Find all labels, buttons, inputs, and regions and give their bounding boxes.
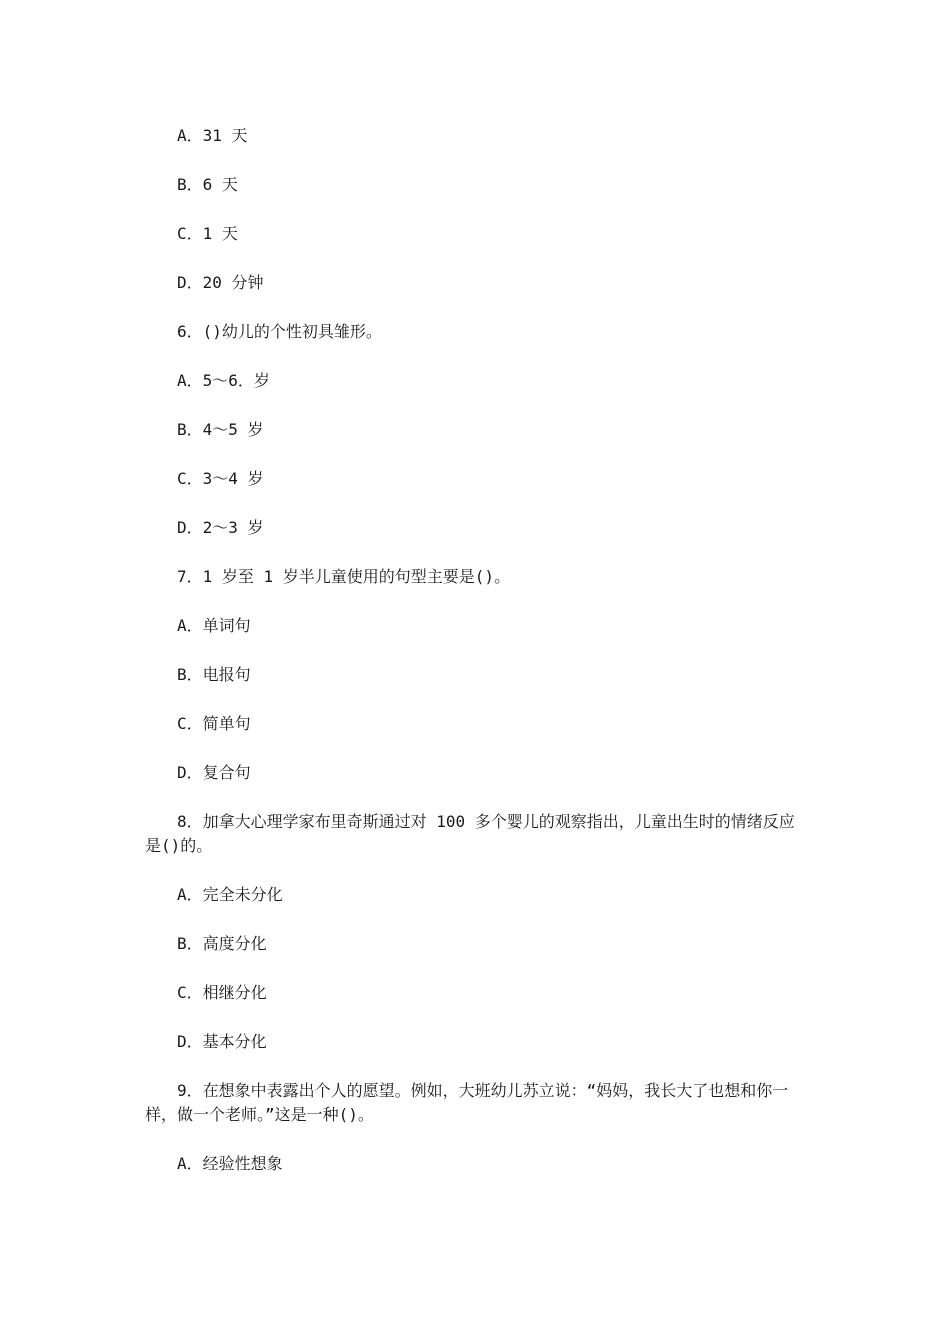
q5-option-d: D．20 分钟 — [177, 273, 264, 292]
q6-option-d: D．2～3 岁 — [177, 518, 264, 537]
question-8: 8．加拿大心理学家布里奇斯通过对 100 多个婴儿的观察指出，儿童出生时的情绪反应是()的。 — [145, 812, 795, 855]
q8-option-a: A．完全未分化 — [177, 885, 283, 904]
q5-option-b: B．6 天 — [177, 175, 238, 194]
q6-option-a: A．5～6．岁 — [177, 371, 270, 390]
q6-option-b: B．4～5 岁 — [177, 420, 264, 439]
q6-option-c: C．3～4 岁 — [177, 469, 264, 488]
q7-option-c: C．简单句 — [177, 714, 251, 733]
q5-option-c: C．1 天 — [177, 224, 238, 243]
q9-option-a: A．经验性想象 — [177, 1154, 283, 1173]
q8-option-d: D．基本分化 — [177, 1032, 267, 1051]
q7-option-d: D．复合句 — [177, 763, 251, 782]
question-6: 6．()幼儿的个性初具雏形。 — [177, 322, 382, 341]
question-7: 7．1 岁至 1 岁半儿童使用的句型主要是()。 — [177, 567, 511, 586]
q7-option-b: B．电报句 — [177, 665, 251, 684]
q5-option-a: A．31 天 — [177, 126, 248, 145]
q8-option-c: C．相继分化 — [177, 983, 267, 1002]
question-9: 9．在想象中表露出个人的愿望。例如，大班幼儿苏立说：“妈妈，我长大了也想和你一样，做一个老师。”这是一种()。 — [145, 1081, 789, 1124]
q8-option-b: B．高度分化 — [177, 934, 267, 953]
q7-option-a: A．单词句 — [177, 616, 251, 635]
